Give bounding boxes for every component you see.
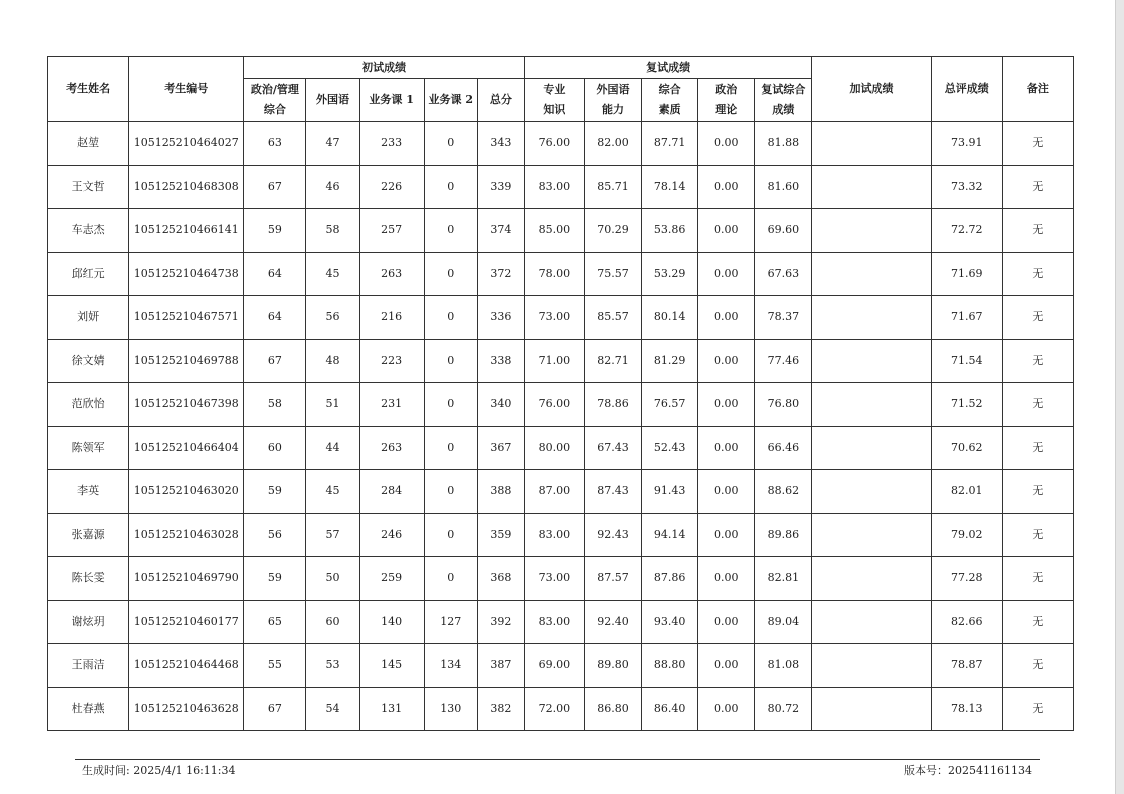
- cell-language-ability: 75.57: [584, 252, 641, 296]
- cell-overall-quality: 93.40: [642, 600, 698, 644]
- cell-name: 李英: [48, 470, 129, 514]
- retest-header-4: [698, 79, 755, 122]
- cell-retest-total: 76.80: [755, 383, 812, 427]
- cell-total-eval: 79.02: [931, 513, 1002, 557]
- retest-header-2-line2: 能力: [602, 103, 625, 116]
- cell-professional-knowledge: 69.00: [524, 644, 584, 688]
- cell-language-ability: 85.71: [584, 165, 641, 209]
- table-header: [48, 57, 1074, 122]
- cell-extra-score: [812, 209, 931, 253]
- cell-prelim-total: 387: [477, 644, 524, 688]
- cell-extra-score: [812, 252, 931, 296]
- cell-language-ability: 82.00: [584, 122, 641, 166]
- cell-professional-knowledge: 76.00: [524, 383, 584, 427]
- cell-extra-score: [812, 339, 931, 383]
- table-row: [48, 339, 1074, 383]
- cell-course-2: 0: [424, 252, 477, 296]
- cell-language-ability: 87.43: [584, 470, 641, 514]
- cell-id: 105125210469788: [129, 339, 244, 383]
- cell-retest-total: 66.46: [755, 426, 812, 470]
- cell-prelim-total: 392: [477, 600, 524, 644]
- cell-retest-total: 80.72: [755, 687, 812, 731]
- header-id: 考生编号: [129, 57, 244, 122]
- cell-course-1: 246: [359, 513, 424, 557]
- cell-total-eval: 73.91: [931, 122, 1002, 166]
- cell-name: 陈领军: [48, 426, 129, 470]
- cell-overall-quality: 87.86: [642, 557, 698, 601]
- table-row: [48, 165, 1074, 209]
- cell-id: 105125210463028: [129, 513, 244, 557]
- prelim-header-4-line1: 业务课 2: [428, 93, 473, 106]
- cell-course-1: 284: [359, 470, 424, 514]
- cell-course-1: 140: [359, 600, 424, 644]
- cell-political-theory: 0.00: [698, 209, 755, 253]
- cell-extra-score: [812, 513, 931, 557]
- cell-political-theory: 0.00: [698, 426, 755, 470]
- cell-overall-quality: 88.80: [642, 644, 698, 688]
- cell-foreign-language: 45: [306, 252, 359, 296]
- cell-foreign-language: 51: [306, 383, 359, 427]
- cell-prelim-total: 382: [477, 687, 524, 731]
- header-remark: 备注: [1002, 57, 1073, 122]
- cell-language-ability: 92.43: [584, 513, 641, 557]
- cell-id: 105125210466141: [129, 209, 244, 253]
- cell-retest-total: 88.62: [755, 470, 812, 514]
- cell-name: 邱红元: [48, 252, 129, 296]
- cell-extra-score: [812, 426, 931, 470]
- retest-header-3-line1: 综合: [658, 83, 681, 96]
- cell-overall-quality: 78.14: [642, 165, 698, 209]
- cell-professional-knowledge: 80.00: [524, 426, 584, 470]
- table-row: [48, 470, 1074, 514]
- cell-course-1: 231: [359, 383, 424, 427]
- cell-course-1: 216: [359, 296, 424, 340]
- cell-foreign-language: 57: [306, 513, 359, 557]
- cell-language-ability: 92.40: [584, 600, 641, 644]
- cell-extra-score: [812, 470, 931, 514]
- retest-header-4-line1: 政治: [715, 83, 738, 96]
- cell-political-theory: 0.00: [698, 557, 755, 601]
- cell-language-ability: 86.80: [584, 687, 641, 731]
- cell-foreign-language: 50: [306, 557, 359, 601]
- cell-foreign-language: 45: [306, 470, 359, 514]
- cell-overall-quality: 53.29: [642, 252, 698, 296]
- cell-prelim-total: 388: [477, 470, 524, 514]
- retest-header-4-line2: 理论: [715, 103, 738, 116]
- cell-total-eval: 82.01: [931, 470, 1002, 514]
- cell-political-theory: 0.00: [698, 165, 755, 209]
- cell-total-eval: 71.54: [931, 339, 1002, 383]
- cell-remark: 无: [1002, 687, 1073, 731]
- cell-foreign-language: 47: [306, 122, 359, 166]
- cell-course-2: 0: [424, 296, 477, 340]
- cell-name: 陈长雯: [48, 557, 129, 601]
- cell-retest-total: 81.60: [755, 165, 812, 209]
- cell-foreign-language: 48: [306, 339, 359, 383]
- retest-header-1: [524, 79, 584, 122]
- cell-total-eval: 72.72: [931, 209, 1002, 253]
- header-extra: 加试成绩: [812, 57, 931, 122]
- cell-political-theory: 0.00: [698, 252, 755, 296]
- cell-name: 谢炫玥: [48, 600, 129, 644]
- cell-overall-quality: 52.43: [642, 426, 698, 470]
- table-row: [48, 209, 1074, 253]
- cell-prelim-total: 368: [477, 557, 524, 601]
- cell-extra-score: [812, 296, 931, 340]
- cell-politics: 67: [244, 687, 306, 731]
- cell-political-theory: 0.00: [698, 383, 755, 427]
- cell-id: 105125210467571: [129, 296, 244, 340]
- cell-prelim-total: 340: [477, 383, 524, 427]
- cell-language-ability: 70.29: [584, 209, 641, 253]
- cell-name: 车志杰: [48, 209, 129, 253]
- cell-foreign-language: 44: [306, 426, 359, 470]
- cell-professional-knowledge: 85.00: [524, 209, 584, 253]
- cell-remark: 无: [1002, 252, 1073, 296]
- retest-header-2: [584, 79, 641, 122]
- cell-political-theory: 0.00: [698, 296, 755, 340]
- cell-prelim-total: 343: [477, 122, 524, 166]
- cell-language-ability: 78.86: [584, 383, 641, 427]
- cell-remark: 无: [1002, 426, 1073, 470]
- prelim-header-4: [424, 79, 477, 122]
- table-row: [48, 644, 1074, 688]
- cell-course-2: 0: [424, 470, 477, 514]
- cell-politics: 65: [244, 600, 306, 644]
- cell-id: 105125210464468: [129, 644, 244, 688]
- cell-course-2: 127: [424, 600, 477, 644]
- cell-retest-total: 89.86: [755, 513, 812, 557]
- cell-total-eval: 71.69: [931, 252, 1002, 296]
- cell-foreign-language: 58: [306, 209, 359, 253]
- cell-remark: 无: [1002, 383, 1073, 427]
- table-row: [48, 383, 1074, 427]
- cell-professional-knowledge: 83.00: [524, 513, 584, 557]
- cell-id: 105125210466404: [129, 426, 244, 470]
- cell-politics: 59: [244, 470, 306, 514]
- cell-prelim-total: 338: [477, 339, 524, 383]
- cell-total-eval: 78.87: [931, 644, 1002, 688]
- cell-politics: 67: [244, 339, 306, 383]
- cell-remark: 无: [1002, 209, 1073, 253]
- cell-course-2: 0: [424, 122, 477, 166]
- cell-political-theory: 0.00: [698, 122, 755, 166]
- generated-time: 生成时间: 2025/4/1 16:11:34: [82, 764, 236, 777]
- cell-professional-knowledge: 83.00: [524, 165, 584, 209]
- cell-course-2: 0: [424, 557, 477, 601]
- cell-remark: 无: [1002, 600, 1073, 644]
- retest-header-2-line1: 外国语: [596, 83, 630, 96]
- table-row: [48, 426, 1074, 470]
- cell-course-1: 263: [359, 252, 424, 296]
- retest-header-5: [755, 79, 812, 122]
- retest-header-3-line2: 素质: [658, 103, 681, 116]
- cell-name: 王雨洁: [48, 644, 129, 688]
- footer-divider: [75, 759, 1040, 760]
- cell-name: 杜春燕: [48, 687, 129, 731]
- cell-politics: 60: [244, 426, 306, 470]
- cell-overall-quality: 94.14: [642, 513, 698, 557]
- cell-professional-knowledge: 87.00: [524, 470, 584, 514]
- score-table: [47, 56, 1074, 731]
- cell-id: 105125210467398: [129, 383, 244, 427]
- cell-politics: 63: [244, 122, 306, 166]
- cell-politics: 59: [244, 209, 306, 253]
- prelim-header-3: [359, 79, 424, 122]
- cell-total-eval: 73.32: [931, 165, 1002, 209]
- cell-overall-quality: 87.71: [642, 122, 698, 166]
- cell-total-eval: 71.52: [931, 383, 1002, 427]
- cell-id: 105125210463020: [129, 470, 244, 514]
- cell-remark: 无: [1002, 557, 1073, 601]
- page-edge: [1115, 0, 1124, 794]
- cell-extra-score: [812, 122, 931, 166]
- cell-foreign-language: 54: [306, 687, 359, 731]
- table-row: [48, 687, 1074, 731]
- table-row: [48, 296, 1074, 340]
- cell-retest-total: 78.37: [755, 296, 812, 340]
- retest-header-1-line1: 专业: [543, 83, 566, 96]
- cell-political-theory: 0.00: [698, 687, 755, 731]
- cell-prelim-total: 336: [477, 296, 524, 340]
- cell-professional-knowledge: 71.00: [524, 339, 584, 383]
- cell-total-eval: 71.67: [931, 296, 1002, 340]
- cell-course-1: 226: [359, 165, 424, 209]
- cell-political-theory: 0.00: [698, 339, 755, 383]
- cell-total-eval: 77.28: [931, 557, 1002, 601]
- cell-foreign-language: 56: [306, 296, 359, 340]
- cell-id: 105125210464027: [129, 122, 244, 166]
- cell-course-1: 223: [359, 339, 424, 383]
- cell-politics: 58: [244, 383, 306, 427]
- cell-politics: 64: [244, 296, 306, 340]
- cell-course-1: 233: [359, 122, 424, 166]
- cell-overall-quality: 76.57: [642, 383, 698, 427]
- retest-header-3: [642, 79, 698, 122]
- table-row: [48, 557, 1074, 601]
- cell-remark: 无: [1002, 122, 1073, 166]
- cell-retest-total: 69.60: [755, 209, 812, 253]
- cell-professional-knowledge: 72.00: [524, 687, 584, 731]
- cell-professional-knowledge: 73.00: [524, 296, 584, 340]
- retest-header-5-line1: 复试综合: [761, 83, 806, 96]
- cell-politics: 55: [244, 644, 306, 688]
- cell-remark: 无: [1002, 513, 1073, 557]
- cell-prelim-total: 367: [477, 426, 524, 470]
- cell-prelim-total: 374: [477, 209, 524, 253]
- cell-extra-score: [812, 600, 931, 644]
- table-row: [48, 122, 1074, 166]
- cell-name: 范欣怡: [48, 383, 129, 427]
- prelim-header-2: [306, 79, 359, 122]
- cell-language-ability: 87.57: [584, 557, 641, 601]
- cell-course-2: 0: [424, 209, 477, 253]
- cell-professional-knowledge: 78.00: [524, 252, 584, 296]
- cell-id: 105125210469790: [129, 557, 244, 601]
- cell-course-2: 134: [424, 644, 477, 688]
- cell-course-2: 130: [424, 687, 477, 731]
- header-total-eval: 总评成绩: [931, 57, 1002, 122]
- cell-course-2: 0: [424, 165, 477, 209]
- cell-course-1: 259: [359, 557, 424, 601]
- prelim-header-1-line2: 综合: [263, 103, 286, 116]
- cell-course-2: 0: [424, 383, 477, 427]
- prelim-header-5: [477, 79, 524, 122]
- cell-remark: 无: [1002, 339, 1073, 383]
- cell-total-eval: 78.13: [931, 687, 1002, 731]
- cell-overall-quality: 91.43: [642, 470, 698, 514]
- prelim-header-3-line1: 业务课 1: [369, 93, 414, 106]
- cell-politics: 64: [244, 252, 306, 296]
- cell-remark: 无: [1002, 644, 1073, 688]
- cell-overall-quality: 81.29: [642, 339, 698, 383]
- cell-extra-score: [812, 165, 931, 209]
- header-retest-group: 复试成绩: [524, 57, 812, 79]
- prelim-header-5-line1: 总分: [489, 93, 512, 106]
- table-row: [48, 600, 1074, 644]
- version-number: 版本号：202541161134: [904, 764, 1032, 777]
- cell-extra-score: [812, 383, 931, 427]
- cell-id: 105125210464738: [129, 252, 244, 296]
- cell-political-theory: 0.00: [698, 644, 755, 688]
- cell-professional-knowledge: 76.00: [524, 122, 584, 166]
- cell-foreign-language: 60: [306, 600, 359, 644]
- cell-language-ability: 89.80: [584, 644, 641, 688]
- cell-total-eval: 70.62: [931, 426, 1002, 470]
- cell-total-eval: 82.66: [931, 600, 1002, 644]
- cell-id: 105125210468308: [129, 165, 244, 209]
- cell-prelim-total: 372: [477, 252, 524, 296]
- cell-language-ability: 85.57: [584, 296, 641, 340]
- cell-language-ability: 82.71: [584, 339, 641, 383]
- cell-id: 105125210460177: [129, 600, 244, 644]
- cell-overall-quality: 86.40: [642, 687, 698, 731]
- retest-header-5-line2: 成绩: [772, 103, 795, 116]
- cell-politics: 67: [244, 165, 306, 209]
- cell-professional-knowledge: 73.00: [524, 557, 584, 601]
- cell-politics: 56: [244, 513, 306, 557]
- cell-political-theory: 0.00: [698, 470, 755, 514]
- table-body: [48, 122, 1074, 731]
- cell-remark: 无: [1002, 165, 1073, 209]
- cell-course-2: 0: [424, 339, 477, 383]
- cell-politics: 59: [244, 557, 306, 601]
- cell-foreign-language: 46: [306, 165, 359, 209]
- header-name: 考生姓名: [48, 57, 129, 122]
- cell-extra-score: [812, 557, 931, 601]
- cell-overall-quality: 53.86: [642, 209, 698, 253]
- table-row: [48, 513, 1074, 557]
- header-prelim-group: 初试成绩: [244, 57, 525, 79]
- cell-language-ability: 67.43: [584, 426, 641, 470]
- cell-id: 105125210463628: [129, 687, 244, 731]
- cell-course-1: 257: [359, 209, 424, 253]
- cell-foreign-language: 53: [306, 644, 359, 688]
- cell-extra-score: [812, 687, 931, 731]
- cell-name: 张嘉源: [48, 513, 129, 557]
- cell-course-1: 263: [359, 426, 424, 470]
- cell-prelim-total: 359: [477, 513, 524, 557]
- cell-retest-total: 77.46: [755, 339, 812, 383]
- cell-extra-score: [812, 644, 931, 688]
- cell-political-theory: 0.00: [698, 600, 755, 644]
- cell-name: 刘妍: [48, 296, 129, 340]
- cell-retest-total: 81.88: [755, 122, 812, 166]
- cell-professional-knowledge: 83.00: [524, 600, 584, 644]
- cell-retest-total: 82.81: [755, 557, 812, 601]
- cell-name: 赵堃: [48, 122, 129, 166]
- cell-retest-total: 89.04: [755, 600, 812, 644]
- cell-course-1: 145: [359, 644, 424, 688]
- cell-prelim-total: 339: [477, 165, 524, 209]
- cell-retest-total: 67.63: [755, 252, 812, 296]
- cell-name: 徐文婧: [48, 339, 129, 383]
- cell-course-1: 131: [359, 687, 424, 731]
- cell-overall-quality: 80.14: [642, 296, 698, 340]
- cell-retest-total: 81.08: [755, 644, 812, 688]
- prelim-header-1-line1: 政治/管理: [250, 83, 299, 96]
- cell-remark: 无: [1002, 296, 1073, 340]
- table-row: [48, 252, 1074, 296]
- cell-course-2: 0: [424, 513, 477, 557]
- cell-political-theory: 0.00: [698, 513, 755, 557]
- prelim-header-2-line1: 外国语: [316, 93, 350, 106]
- prelim-header-1: [244, 79, 306, 122]
- cell-name: 王文哲: [48, 165, 129, 209]
- retest-header-1-line2: 知识: [543, 103, 566, 116]
- cell-remark: 无: [1002, 470, 1073, 514]
- cell-course-2: 0: [424, 426, 477, 470]
